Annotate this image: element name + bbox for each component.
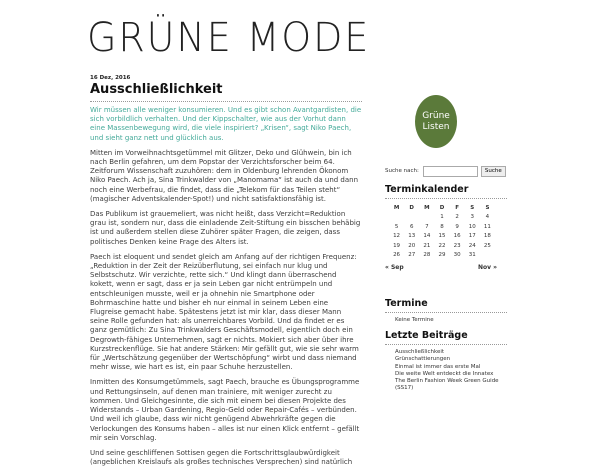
post-title[interactable]: Ausschließlichkeit xyxy=(90,82,362,102)
calendar-day: 11 xyxy=(483,223,491,230)
badge-line-2: Listen xyxy=(422,121,450,132)
post-paragraph: Das Publikum ist grauemeliert, was nicht heißt, dass Verzicht=Reduktion grau ist, sondern nur, dass die einladende Zeit-Stiftung ein bisschen behäbig ist und außerdem stellen diese Zuhörer später Fragen, die zeigen, dass politisches Denken keine Frage des Alters ist. xyxy=(90,210,361,246)
calendar-day: 23 xyxy=(453,242,461,249)
calendar-day: 2 xyxy=(455,214,459,221)
calendar-day: 8 xyxy=(440,223,444,230)
post-date: 16 Dez, 2016 xyxy=(90,75,131,81)
post-paragraph: Mitten im Vorweihnachtsgetümmel mit Glitzer, Deko und Glühwein, bin ich nach Berlin gefahren, um dem Popstar der Verzichtsforscher beim 64. Zeitforum Wissenschaft zuzuhören: dem in Oldenburg lehrenden Ökonom Niko Paech. Ach ja, Sina Trinkwalder von „Manomama“ ist auch da und dann noch eine Werbefrau, die findet, dass die „Telekom für das Teilen steht“ (magischer Adventskalender-Spot!) und nicht satisfaktionsfähig ist. xyxy=(90,148,359,203)
calendar-day: 14 xyxy=(423,233,431,240)
calendar-week-row xyxy=(389,251,495,261)
calendar-nav xyxy=(385,264,497,271)
calendar-week-row xyxy=(389,222,495,232)
calendar-day: 3 xyxy=(470,214,475,221)
calendar-day: 10 xyxy=(468,223,476,230)
calendar-day: 22 xyxy=(438,242,446,249)
weekday-header: S xyxy=(470,204,475,211)
calendar-day: 17 xyxy=(468,233,476,240)
calendar-header-row xyxy=(389,203,495,213)
recent-post-link[interactable]: Einmal ist immer das erste Mal xyxy=(395,363,481,370)
recent-posts-list xyxy=(385,349,507,393)
post-paragraph: Paech ist eloquent und sendet gleich am Anfang auf der richtigen Frequenz: „Reduktion in der Zeit der Reizüberflutung, sei einfach nur klug und Selbstschutz. Wir verzichte, rette sich.“ Und klingt dann überraschend kokett, wenn er sagt, dass er ja sein Leben gar nicht entrümpeln und entschleunigen musste, weil er ja ohnehin nie Smartphone oder Bohrmaschine hatte und bisher eh nur einmal in seinem Leben eine Flugreise gemacht habe. Spätestens jetzt ist mir klar, dass dieser Mann seine Rolle gefunden hat: als unerreichbares Vorbild. Und da findet er es ganz gemütlich: Zu Sina Trinkwalders Geschäftsmodell, eigentlich doch ein Degrowth-fähiges Unternehmen, sagt er nichts. Mokiert sich aber über ihre Kurzstreckenflüge. Sie hat andere Stärken: Mir gefällt gut, wie sie sehr warm für „Wertschätzung gegenüber der Wertschöpfung“ wirbt und dass niemand mehr wisse, wie hart es ist, ein paar Schuhe herzustellen. xyxy=(90,252,359,372)
calendar-day: 29 xyxy=(438,252,446,259)
recent-post-link[interactable]: Ausschließlichkeit xyxy=(395,349,445,355)
search-label: Suche nach: xyxy=(385,168,419,174)
calendar-day: 20 xyxy=(408,242,416,249)
calendar-day: 21 xyxy=(423,242,431,249)
weekday-header: M xyxy=(424,204,430,211)
post-body xyxy=(90,106,362,467)
calendar-day: 5 xyxy=(394,223,399,230)
calendar-day: 25 xyxy=(483,242,491,249)
calendar-day xyxy=(480,251,495,261)
termine-widget xyxy=(385,298,507,323)
calendar-day: 31 xyxy=(468,252,476,259)
calendar-day: 9 xyxy=(455,223,459,230)
calendar-table xyxy=(389,203,495,260)
post-paragraph: Inmitten des Konsumgetümmels, sagt Paech, brauche es Übungsprogramme und Rettungsinseln, auf denen man trainiere, mit weniger zurecht zu kommen. Und Gleichgesinnte, die sich mit einem bei diesen Projekte des Widerstands – Urban Gardening, Regio-Geld oder Repair-Cafés – verbünden. Und weil ich glaube, dass wir nicht genügend Abwehrkräfte gegen die Verlockungen des Konsums haben – alles ist nur einen Klick entfernt – gefällt mir sein Vorschlag. xyxy=(90,378,360,442)
recent-post-link[interactable]: The Berlin Fashion Week Green Guide xyxy=(395,378,499,385)
calendar-day: 4 xyxy=(485,214,490,221)
calendar-day: 24 xyxy=(468,242,476,249)
post xyxy=(90,74,362,473)
calendar-day: 12 xyxy=(393,233,401,240)
site-title[interactable]: GRÜNE MODE xyxy=(87,15,371,61)
recent-posts-title: Letzte Beiträge xyxy=(385,330,507,345)
weekday-header: F xyxy=(455,204,460,211)
calendar-day: 19 xyxy=(393,242,401,249)
search-input[interactable] xyxy=(423,166,478,177)
search-form xyxy=(385,165,505,177)
calendar-day: 6 xyxy=(409,223,414,230)
weekday-header: D xyxy=(439,204,445,211)
calendar-day: 30 xyxy=(453,252,461,259)
calendar-day xyxy=(389,213,404,223)
calendar-week-row xyxy=(389,241,495,251)
calendar-day: 15 xyxy=(438,233,446,240)
weekday-header: S xyxy=(485,204,490,211)
calendar-day: 13 xyxy=(408,233,416,240)
termine-empty-text: Keine Termine xyxy=(395,317,434,323)
recent-posts-widget xyxy=(385,330,507,393)
calendar-week-row xyxy=(389,232,495,242)
termine-title: Termine xyxy=(385,298,507,313)
calendar-day: 16 xyxy=(453,233,461,240)
recent-post-link[interactable]: Die weite Welt entdeckt die Innatex xyxy=(395,370,494,377)
calendar-day: 1 xyxy=(440,214,444,221)
calendar-week-row xyxy=(389,213,495,223)
calendar-day: 28 xyxy=(423,252,431,259)
calendar-day xyxy=(419,213,434,223)
calendar-title: Terminkalender xyxy=(385,184,507,199)
weekday-header: M xyxy=(393,204,400,211)
gruene-listen-badge[interactable] xyxy=(415,95,457,148)
calendar-widget xyxy=(385,184,507,271)
badge-line-1: Grüne xyxy=(422,110,450,121)
calendar-day: 27 xyxy=(408,252,416,259)
weekday-header: D xyxy=(409,204,414,211)
post-paragraph: Wir müssen alle weniger konsumieren. Und es gibt schon Avantgardisten, die sich vorbildlich verhalten. Und der Kippschalter, wie aus der Vorhut dann eine Massenbewegung wird, die viele inspiriert? „Krisen“, sagt Niko Paech, und sieht ganz nett und glücklich aus. xyxy=(90,106,362,142)
calendar-day: 18 xyxy=(483,233,491,240)
search-button[interactable]: Suche xyxy=(481,166,506,177)
calendar-next-link[interactable]: Nov » xyxy=(477,264,497,271)
calendar-day: 7 xyxy=(425,223,429,230)
recent-post-link[interactable]: (SS17) xyxy=(395,385,414,392)
calendar-day: 26 xyxy=(393,252,401,259)
calendar-prev-link[interactable]: « Sep xyxy=(385,264,404,271)
recent-post-link[interactable]: Grünschattierungen xyxy=(395,356,451,363)
post-paragraph: Und seine geschliffenen Sottisen gegen die Fortschrittsglaubwürdigkeit (angeblichen Kreislaufs als großes technisches Versprechen) sind natürlich xyxy=(90,448,353,467)
calendar-day xyxy=(404,213,419,223)
